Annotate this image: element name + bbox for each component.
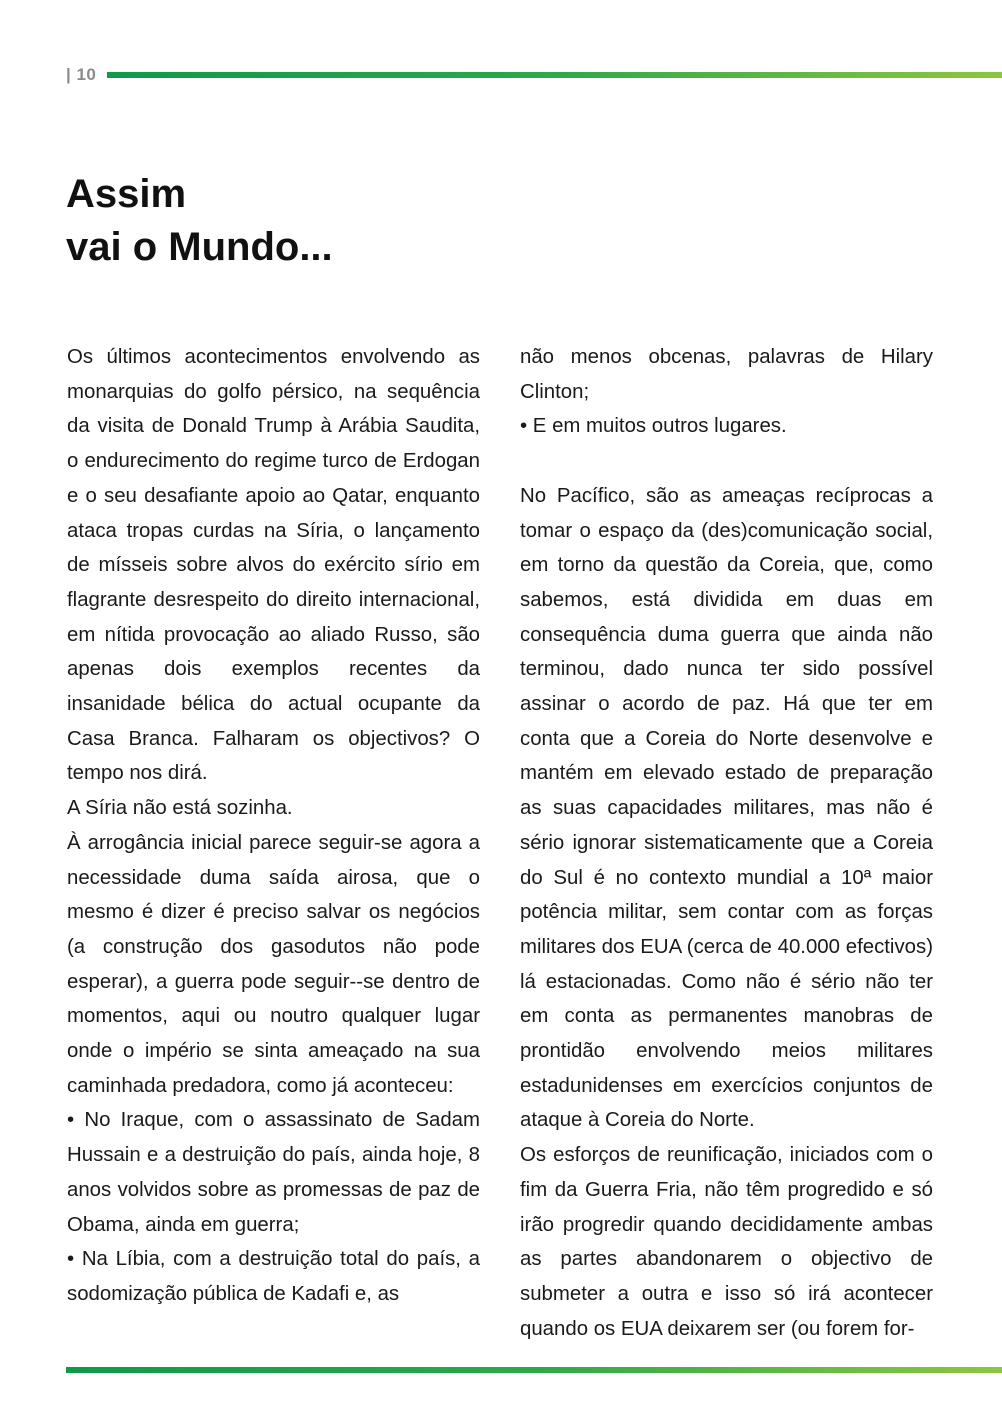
paragraph: À arrogância inicial parece seguir-se agora a necessidade duma saída airosa, que o mesmo é dizer é preciso salvar os negócios (a construção dos gasodutos não pode esperar), a guerra pode seguir--se dentro de momentos, aqui ou noutro qualquer lugar onde o império se sinta ameaçado na sua caminhada predadora, como já aconteceu:	[67, 831, 480, 1097]
bullet-item: • E em muitos outros lugares.	[520, 415, 787, 438]
paragraph: não menos obcenas, palavras de Hilary Clinton;	[520, 346, 933, 403]
right-column	[520, 340, 933, 1346]
left-column	[67, 340, 480, 1312]
header-rule	[107, 72, 1002, 78]
paragraph: No Pacífico, são as ameaças recíprocas a tomar o espaço da (des)comunicação social, em torno da questão da Coreia, que, como sabemos, está dividida em duas em consequência duma guerra que ainda não terminou, dado nunca ter sido possível assinar o acordo de paz. Há que ter em conta que a Coreia do Norte desenvolve e mantém em elevado estado de preparação as suas capacidades militares, mas não é sério ignorar sistematicamente que a Coreia do Sul é no contexto mundial a 10ª maior potência militar, sem contar com as forças militares dos EUA (cerca de 40.000 efectivos) lá estacionadas. Como não é sério não ter em conta as permanentes manobras de prontidão envolvendo meios militares estadunidenses em exercícios conjuntos de ataque à Coreia do Norte.	[520, 484, 933, 1132]
paragraph: Os últimos acontecimentos envolvendo as monarquias do golfo pérsico, na sequência da visita de Donald Trump à Arábia Saudita, o endurecimento do regime turco de Erdogan e o seu desafiante apoio ao Qatar, enquanto ataca tropas curdas na Síria, o lançamento de mísseis sobre alvos do exército sírio em flagrante desrespeito do direito internacional, em nítida provocação ao aliado Russo, são apenas dois exemplos recentes da insanidade bélica do actual ocupante da Casa Branca. Falharam os objectivos? O tempo nos dirá.	[67, 346, 480, 785]
bullet-item: • Na Líbia, com a destruição total do país, a sodomização pública de Kadafi e, as	[67, 1248, 480, 1305]
paragraph: Os esforços de reunificação, iniciados com o fim da Guerra Fria, não têm progredido e só irão progredir quando decididamente ambas as partes abandonarem o objectivo de submeter a outra e isso só irá acontecer quando os EUA deixarem ser (ou forem for-	[520, 1144, 933, 1340]
bullet-item: • No Iraque, com o assassinato de Sadam Hussain e a destruição do país, ainda hoje, 8 anos volvidos sobre as promessas de paz de Obama, ainda em guerra;	[67, 1109, 480, 1236]
page-header	[66, 64, 1002, 86]
page-number: | 10	[66, 65, 97, 84]
article-title	[66, 168, 333, 274]
footer-rule	[66, 1367, 1002, 1373]
title-line-2: vai o Mundo...	[66, 225, 333, 269]
title-line-1: Assim	[66, 172, 187, 216]
paragraph: A Síria não está sozinha.	[67, 797, 293, 820]
